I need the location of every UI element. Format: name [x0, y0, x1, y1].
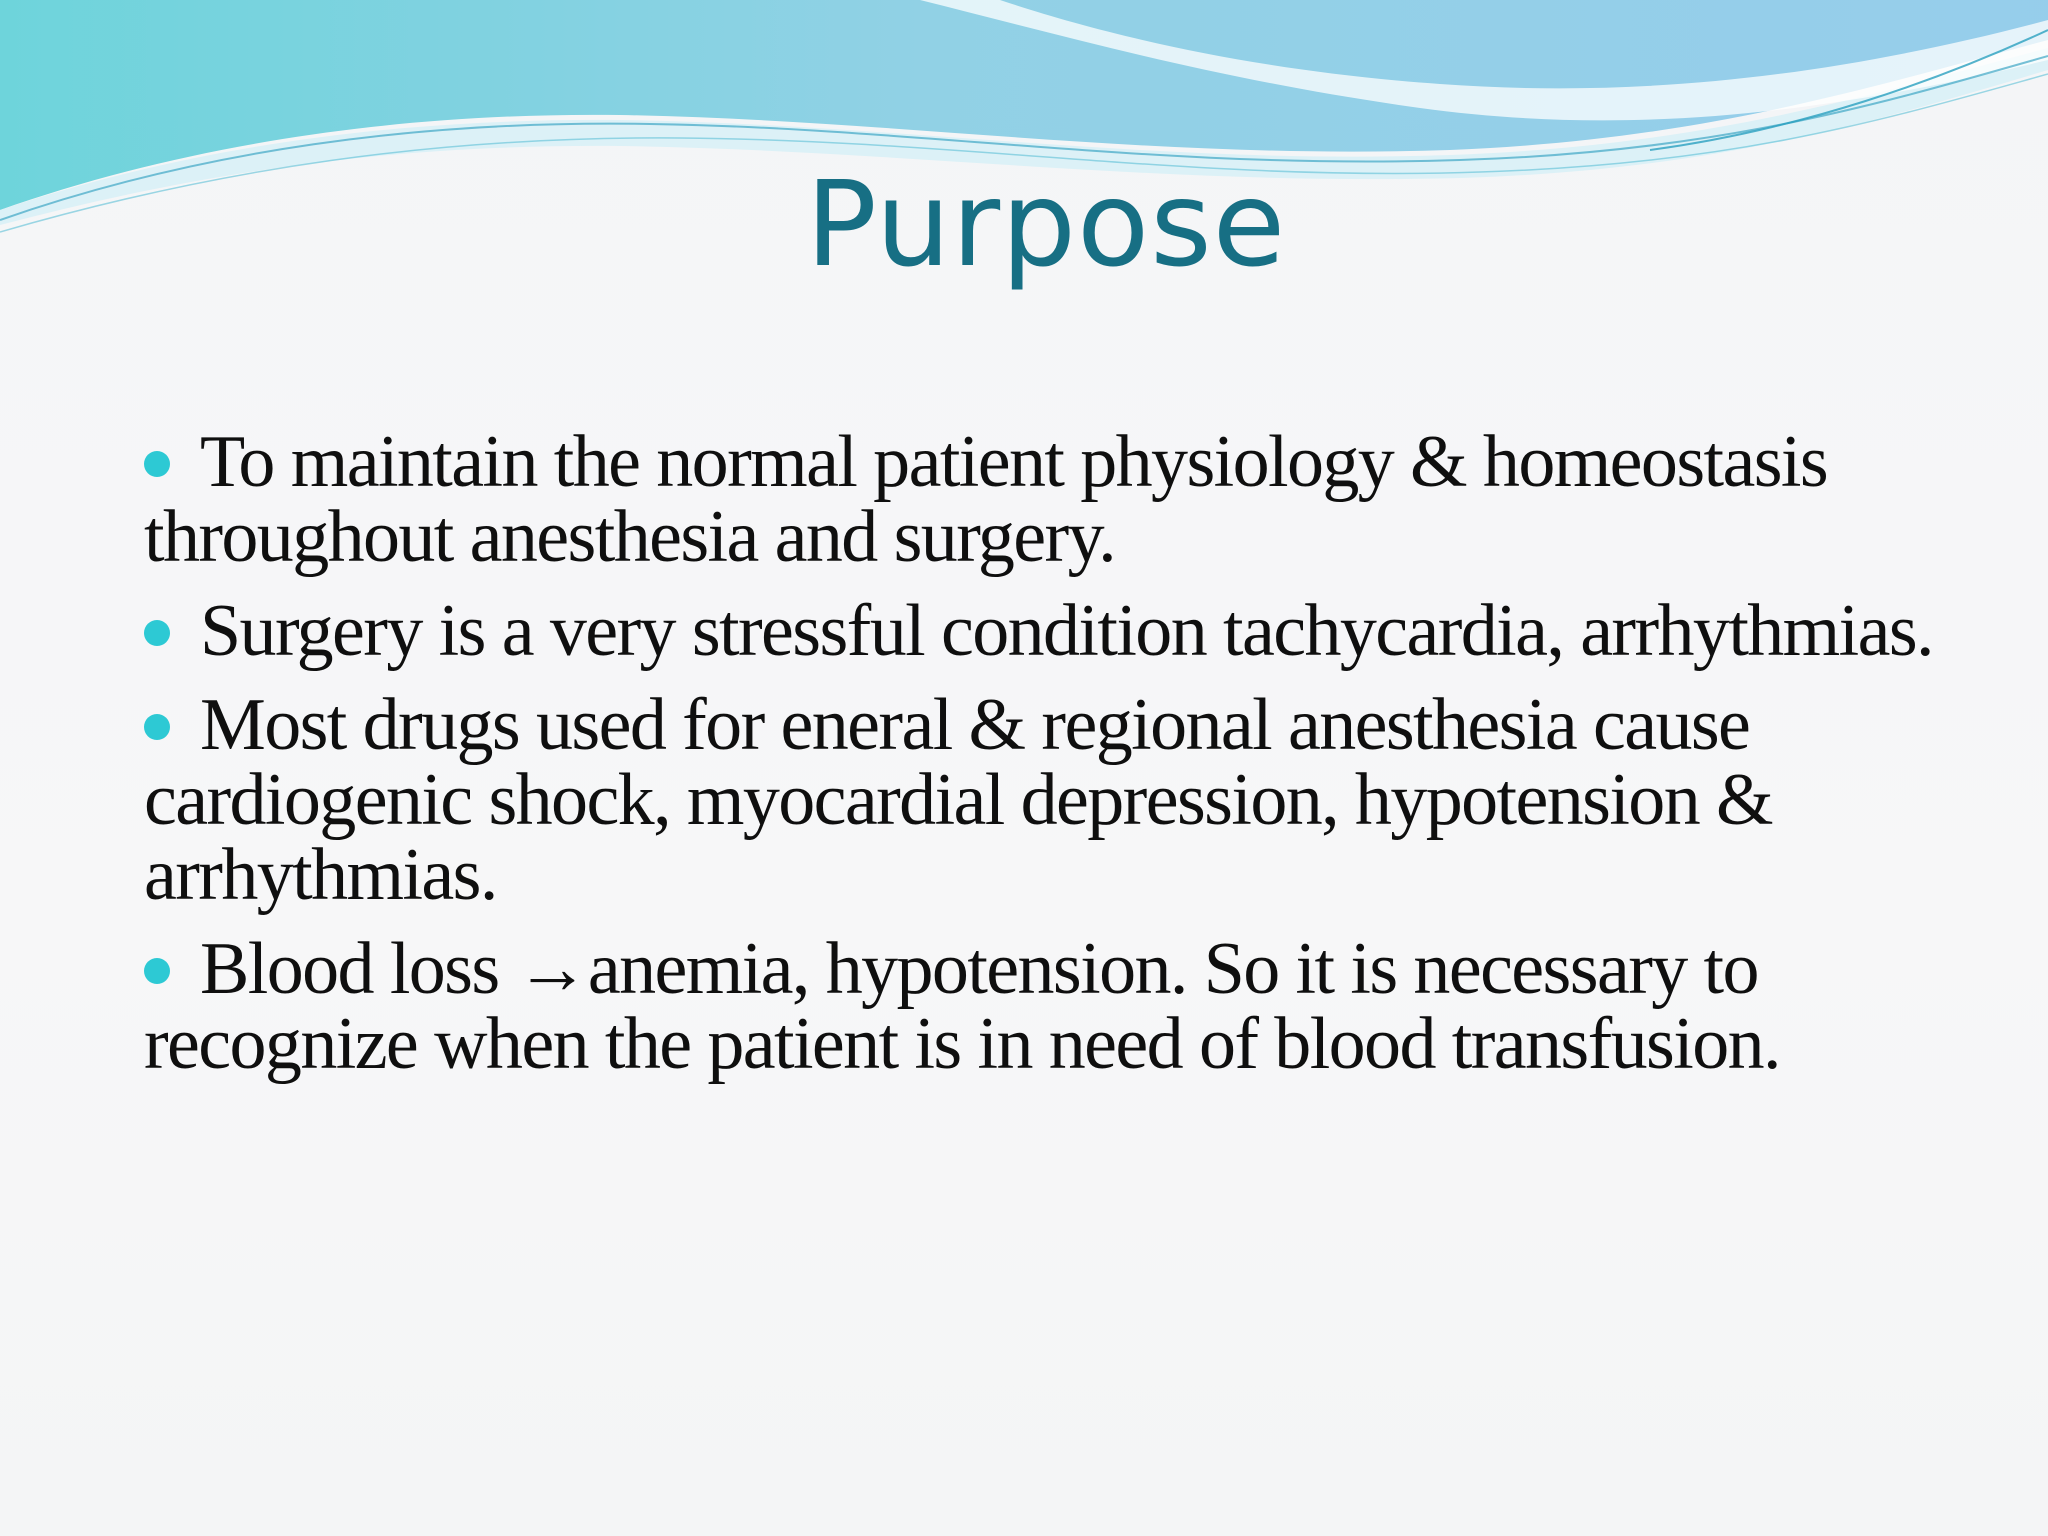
- bullet-list: [144, 421, 1974, 1101]
- bullet-text: Surgery is a very stressful condition tachycardia, arrhythmias.: [200, 590, 1933, 672]
- bullet-item: [144, 928, 1974, 1085]
- bullet-text: Blood loss →anemia, hypotension. So it is necessary to recognize when the patient is in need of blood transfusion.: [144, 928, 1780, 1085]
- bullet-item: [144, 684, 1974, 916]
- bullet-dot-icon: [144, 451, 170, 477]
- bullet-text: Most drugs used for eneral & regional anesthesia cause cardiogenic shock, myocardial depression, hypotension & arrhythmias.: [144, 684, 1772, 916]
- bullet-dot-icon: [144, 958, 170, 984]
- bullet-dot-icon: [144, 714, 170, 740]
- bullet-item: [144, 421, 1974, 578]
- bullet-text: To maintain the normal patient physiology & homeostasis throughout anesthesia and surgery.: [144, 421, 1828, 578]
- bullet-dot-icon: [144, 620, 170, 646]
- slide-title: Purpose: [805, 155, 1287, 293]
- bullet-item: [144, 590, 1974, 672]
